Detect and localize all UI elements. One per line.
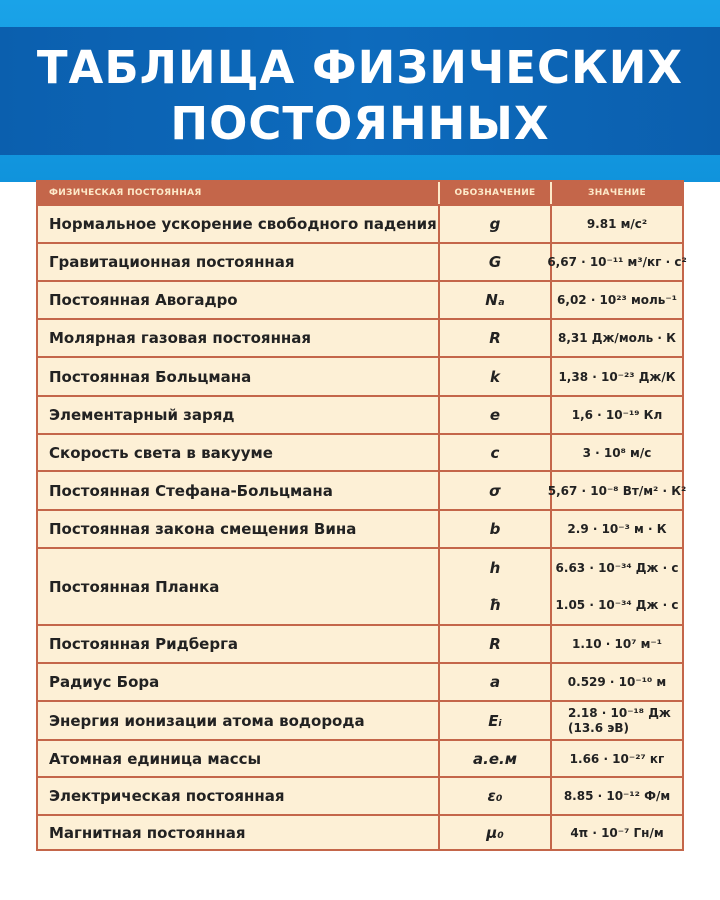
table-row [38, 741, 682, 778]
constant-name: Молярная газовая постоянная [38, 320, 440, 356]
constant-name: Атомная единица массы [38, 741, 440, 776]
constant-symbol: а.е.м [440, 741, 552, 776]
constant-name: Постоянная Планка [38, 549, 440, 624]
constant-name: Постоянная Авогадро [38, 282, 440, 318]
constant-name: Постоянная закона смещения Вина [38, 511, 440, 547]
constant-symbol-reduced: ħ [489, 596, 501, 615]
constant-value-pair [552, 702, 682, 739]
constant-name: Скорость света в вакууме [38, 435, 440, 470]
constant-value: 1.66 · 10⁻²⁷ кг [569, 751, 665, 766]
constant-value: 2.18 · 10⁻¹⁸ Дж [568, 705, 671, 720]
constant-name: Гравитационная постоянная [38, 244, 440, 280]
constant-value: 1.10 · 10⁷ м⁻¹ [571, 637, 663, 651]
table-row [38, 702, 682, 741]
table-row [38, 244, 687, 282]
table-row [38, 549, 682, 626]
constant-symbol: Eᵢ [440, 702, 552, 739]
constant-value: 0.529 · 10⁻¹⁰ м [567, 675, 667, 689]
table-row [38, 397, 682, 435]
constant-symbol: R [440, 320, 552, 356]
constant-symbol: σ [440, 472, 552, 509]
column-header-name: ФИЗИЧЕСКАЯ ПОСТОЯННАЯ [38, 182, 440, 204]
table-row [38, 206, 682, 244]
table-header-row [38, 182, 682, 206]
table-row [38, 778, 682, 816]
constant-value-ev: (13.6 эВ) [568, 720, 630, 735]
constant-symbol: G [440, 244, 552, 280]
page-title-line-2: ПОСТОЯННЫХ [170, 97, 550, 150]
constant-value: 3 · 10⁸ м/с [582, 445, 652, 460]
table-row [38, 472, 687, 511]
constant-value: 6,67 · 10⁻¹¹ м³/кг · с² [547, 255, 687, 269]
constant-value: 5,67 · 10⁻⁸ Вт/м² · К² [547, 483, 687, 498]
constant-symbol: b [440, 511, 552, 547]
constant-name: Радиус Бора [38, 664, 440, 700]
table-row [38, 358, 682, 397]
constant-value-reduced: 1.05 · 10⁻³⁴ Дж · с [555, 598, 679, 613]
constant-symbol: ε₀ [440, 778, 552, 814]
page-title-line-1: ТАБЛИЦА ФИЗИЧЕСКИХ [36, 41, 684, 94]
constants-table [36, 180, 687, 851]
table-row [38, 320, 682, 358]
constant-value: 6,02 · 10²³ моль⁻¹ [557, 293, 677, 307]
constant-value: 2.9 · 10⁻³ м · К [567, 522, 667, 536]
constant-value: 9.81 м/с² [586, 217, 648, 231]
constant-name: Постоянная Ридберга [38, 626, 440, 662]
constant-value: 4π · 10⁻⁷ Гн/м [570, 825, 664, 840]
constant-symbol: g [440, 206, 552, 242]
constant-name: Магнитная постоянная [38, 816, 440, 849]
page-title [0, 40, 720, 152]
constant-value-pair [552, 549, 682, 624]
constant-name: Энергия ионизации атома водорода [38, 702, 440, 739]
constant-symbol: c [440, 435, 552, 470]
constant-symbol: h [489, 558, 501, 577]
constant-value: 8,31 Дж/моль · К [558, 331, 676, 345]
constant-symbol: Nₐ [440, 282, 552, 318]
table-row [38, 816, 682, 849]
table-row [38, 664, 682, 702]
constant-name: Элементарный заряд [38, 397, 440, 433]
constant-name: Нормальное ускорение свободного падения [38, 206, 440, 242]
table-row [38, 511, 682, 549]
constant-symbol-pair [440, 549, 552, 624]
constant-symbol: R [440, 626, 552, 662]
constant-name: Постоянная Больцмана [38, 358, 440, 395]
constant-value: 1,38 · 10⁻²³ Дж/К [558, 369, 676, 384]
constant-symbol: μ₀ [440, 816, 552, 849]
table-row [38, 626, 682, 664]
column-header-symbol: ОБОЗНАЧЕНИЕ [440, 182, 552, 204]
table-row [38, 282, 682, 320]
column-header-value: ЗНАЧЕНИЕ [588, 188, 646, 198]
constant-value: 6.63 · 10⁻³⁴ Дж · с [555, 560, 679, 575]
constant-value: 8.85 · 10⁻¹² Ф/м [563, 789, 671, 803]
constant-name: Постоянная Стефана-Больцмана [38, 472, 440, 509]
constant-value: 1,6 · 10⁻¹⁹ Кл [571, 408, 663, 422]
constant-symbol: k [440, 358, 552, 395]
constant-name: Электрическая постоянная [38, 778, 440, 814]
table-row [38, 435, 682, 472]
constant-symbol: a [440, 664, 552, 700]
constant-symbol: e [440, 397, 552, 433]
